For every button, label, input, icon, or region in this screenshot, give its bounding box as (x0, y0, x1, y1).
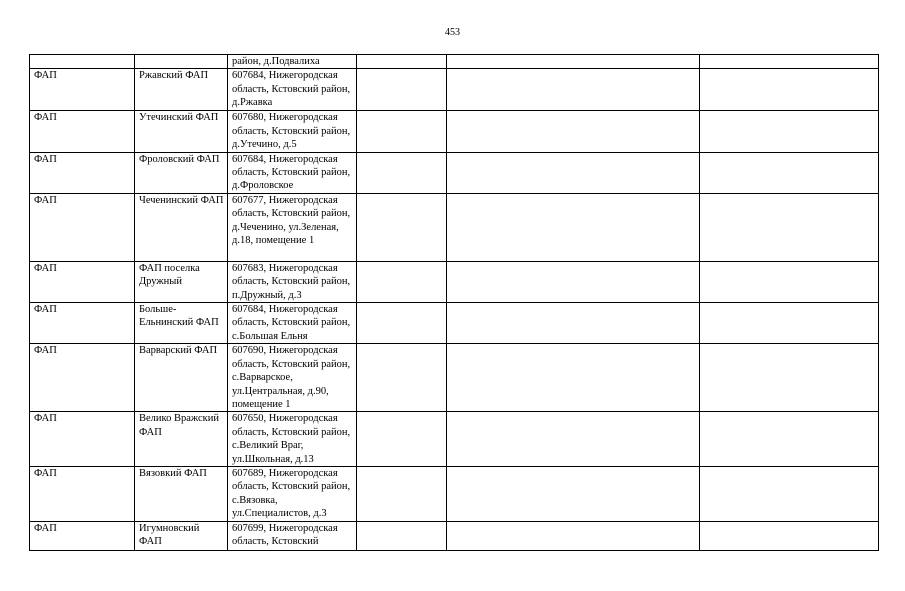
facility-type-cell: ФАП (30, 152, 135, 193)
facility-name-cell: Фроловский ФАП (135, 152, 228, 193)
empty-cell (357, 412, 447, 467)
empty-cell (700, 55, 879, 69)
empty-cell (357, 193, 447, 261)
facility-type-cell: ФАП (30, 261, 135, 302)
empty-cell (700, 521, 879, 550)
facility-type-cell: ФАП (30, 412, 135, 467)
facility-name-cell: Утечинский ФАП (135, 111, 228, 152)
empty-cell (700, 261, 879, 302)
facility-name-cell: Варварский ФАП (135, 344, 228, 412)
empty-cell (447, 193, 700, 261)
facility-address-cell: 607684, Нижегородская область, Кстовский район, д.Ржавка (228, 69, 357, 111)
facility-type-cell: ФАП (30, 344, 135, 412)
empty-cell (357, 521, 447, 550)
empty-cell (447, 152, 700, 193)
empty-cell (447, 344, 700, 412)
empty-cell (700, 412, 879, 467)
facility-type-cell: ФАП (30, 466, 135, 521)
table-row (30, 152, 879, 193)
facility-address-cell: 607677, Нижегородская область, Кстовский район, д.Чеченино, ул.Зеленая, д.18, помещение 1 (228, 193, 357, 261)
facility-type-cell (30, 55, 135, 69)
empty-cell (700, 69, 879, 111)
empty-cell (357, 55, 447, 69)
facility-address-cell: 607684, Нижегородская область, Кстовский район, с.Большая Ельня (228, 303, 357, 344)
table-row (30, 344, 879, 412)
facility-type-cell: ФАП (30, 193, 135, 261)
empty-cell (447, 261, 700, 302)
table-row (30, 69, 879, 111)
facility-name-cell (135, 55, 228, 69)
empty-cell (447, 111, 700, 152)
facility-address-cell: 607689, Нижегородская область, Кстовский район, с.Вязовка, ул.Специалистов, д.3 (228, 466, 357, 521)
facility-name-cell: ФАП поселка Дружный (135, 261, 228, 302)
page-number: 453 (445, 27, 460, 38)
empty-cell (700, 344, 879, 412)
facility-type-cell: ФАП (30, 303, 135, 344)
facility-type-cell: ФАП (30, 69, 135, 111)
empty-cell (447, 521, 700, 550)
table-row (30, 111, 879, 152)
facility-address-cell: 607690, Нижегородская область, Кстовский район, с.Варварское, ул.Центральная, д.90, помещение 1 (228, 344, 357, 412)
empty-cell (357, 152, 447, 193)
empty-cell (700, 303, 879, 344)
facility-address-cell: 607699, Нижегородская область, Кстовский (228, 521, 357, 550)
table-row (30, 303, 879, 344)
empty-cell (700, 152, 879, 193)
empty-cell (357, 69, 447, 111)
facility-type-cell: ФАП (30, 111, 135, 152)
empty-cell (447, 466, 700, 521)
facility-name-cell: Чеченинский ФАП (135, 193, 228, 261)
empty-cell (700, 193, 879, 261)
facilities-table (29, 54, 879, 551)
table-row (30, 55, 879, 69)
empty-cell (357, 466, 447, 521)
facility-address-cell: район, д.Подвалиха (228, 55, 357, 69)
facility-name-cell: Вязовкий ФАП (135, 466, 228, 521)
empty-cell (357, 344, 447, 412)
empty-cell (700, 466, 879, 521)
empty-cell (357, 111, 447, 152)
table-row (30, 193, 879, 261)
empty-cell (357, 303, 447, 344)
empty-cell (447, 412, 700, 467)
table-row (30, 261, 879, 302)
facility-name-cell: Велико Вражский ФАП (135, 412, 228, 467)
table-row (30, 466, 879, 521)
empty-cell (447, 303, 700, 344)
facility-name-cell: Больше-Ельнинский ФАП (135, 303, 228, 344)
facility-address-cell: 607684, Нижегородская область, Кстовский район, д.Фроловское (228, 152, 357, 193)
facility-name-cell: Ржавский ФАП (135, 69, 228, 111)
empty-cell (700, 111, 879, 152)
empty-cell (447, 69, 700, 111)
empty-cell (357, 261, 447, 302)
facility-address-cell: 607650, Нижегородская область, Кстовский район, с.Великий Враг, ул.Школьная, д.13 (228, 412, 357, 467)
empty-cell (447, 55, 700, 69)
facility-type-cell: ФАП (30, 521, 135, 550)
facility-address-cell: 607680, Нижегородская область, Кстовский район, д.Утечино, д.5 (228, 111, 357, 152)
table-row (30, 521, 879, 550)
table-row (30, 412, 879, 467)
facility-address-cell: 607683, Нижегородская область, Кстовский район, п.Дружный, д.3 (228, 261, 357, 302)
facility-name-cell: Игумновский ФАП (135, 521, 228, 550)
